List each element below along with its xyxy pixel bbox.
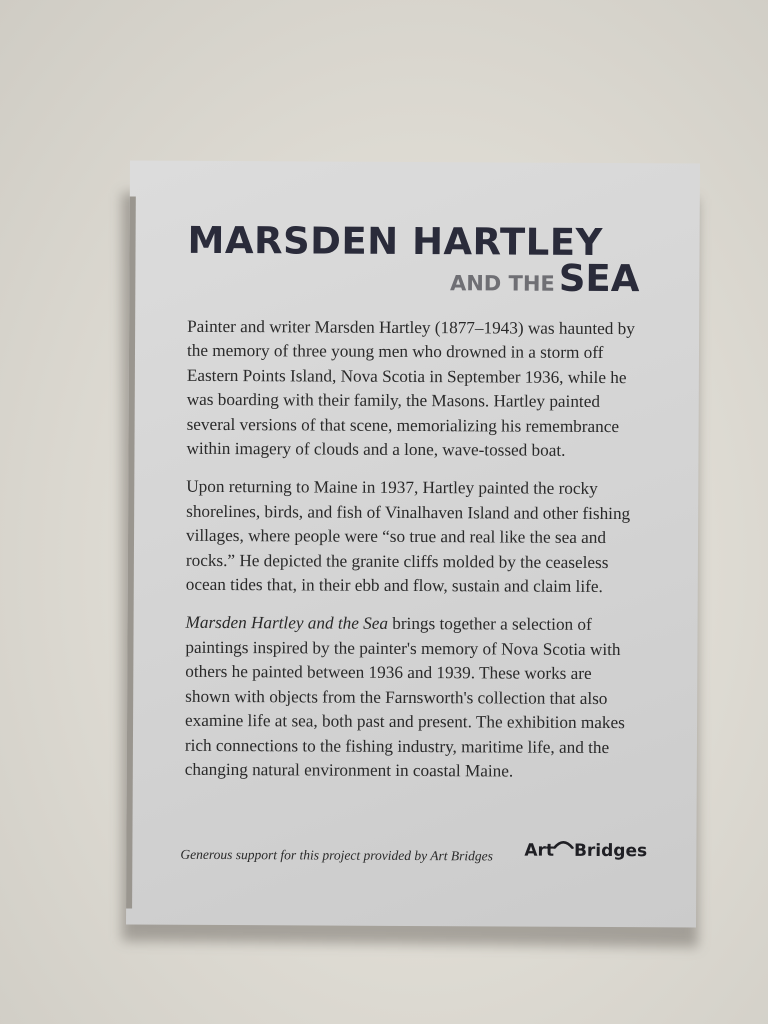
subtitle-and-the: AND THE <box>449 271 555 296</box>
exhibition-sign-panel <box>126 161 700 928</box>
sign-title: MARSDEN HARTLEY <box>187 218 603 264</box>
sponsor-credit: Generous support for this project provided by Art Bridges <box>180 846 493 864</box>
logo-bridges-text: Bridges <box>573 840 648 862</box>
art-bridges-logo <box>524 841 647 862</box>
paragraph-3-text: brings together a selection of paintings inspired by the painter's memory of Nova Scotia with others he painted between 1936 and 1939. These works are shown with objects from the Farnsworth's collection that also examine life at sea, both past and present. The exhibition makes rich connections to the fishing industry, maritime life, and the changing natural environment in coastal Maine. <box>184 614 625 781</box>
paragraph-3 <box>185 611 636 784</box>
paragraph-1: Painter and writer Marsden Hartley (1877–1943) was haunted by the memory of three young men who drowned in a storm off Eastern Points Island, Nova Scotia in September 1936, while he was boarding with their family, the Masons. Hartley painted several versions of that scene, memorializing his remembrance within imagery of clouds and a lone, wave-tossed boat. <box>186 316 635 460</box>
sign-body <box>185 315 638 799</box>
logo-art-text: Art <box>524 840 555 861</box>
art-bridges-arc-icon <box>552 837 574 849</box>
subtitle-sea: SEA <box>558 256 640 301</box>
exhibition-title-italic: Marsden Hartley and the Sea <box>185 613 389 634</box>
sign-subtitle <box>450 256 640 300</box>
paragraph-2: Upon returning to Maine in 1937, Hartley painted the rocky shorelines, birds, and fish of Vinalhaven Island and other fishing villages, where people were “so true and real like the sea and rocks.” He depicted the granite cliffs molded by the ceaseless ocean tides that, in their ebb and flow, sustain and claim life. <box>185 477 631 597</box>
